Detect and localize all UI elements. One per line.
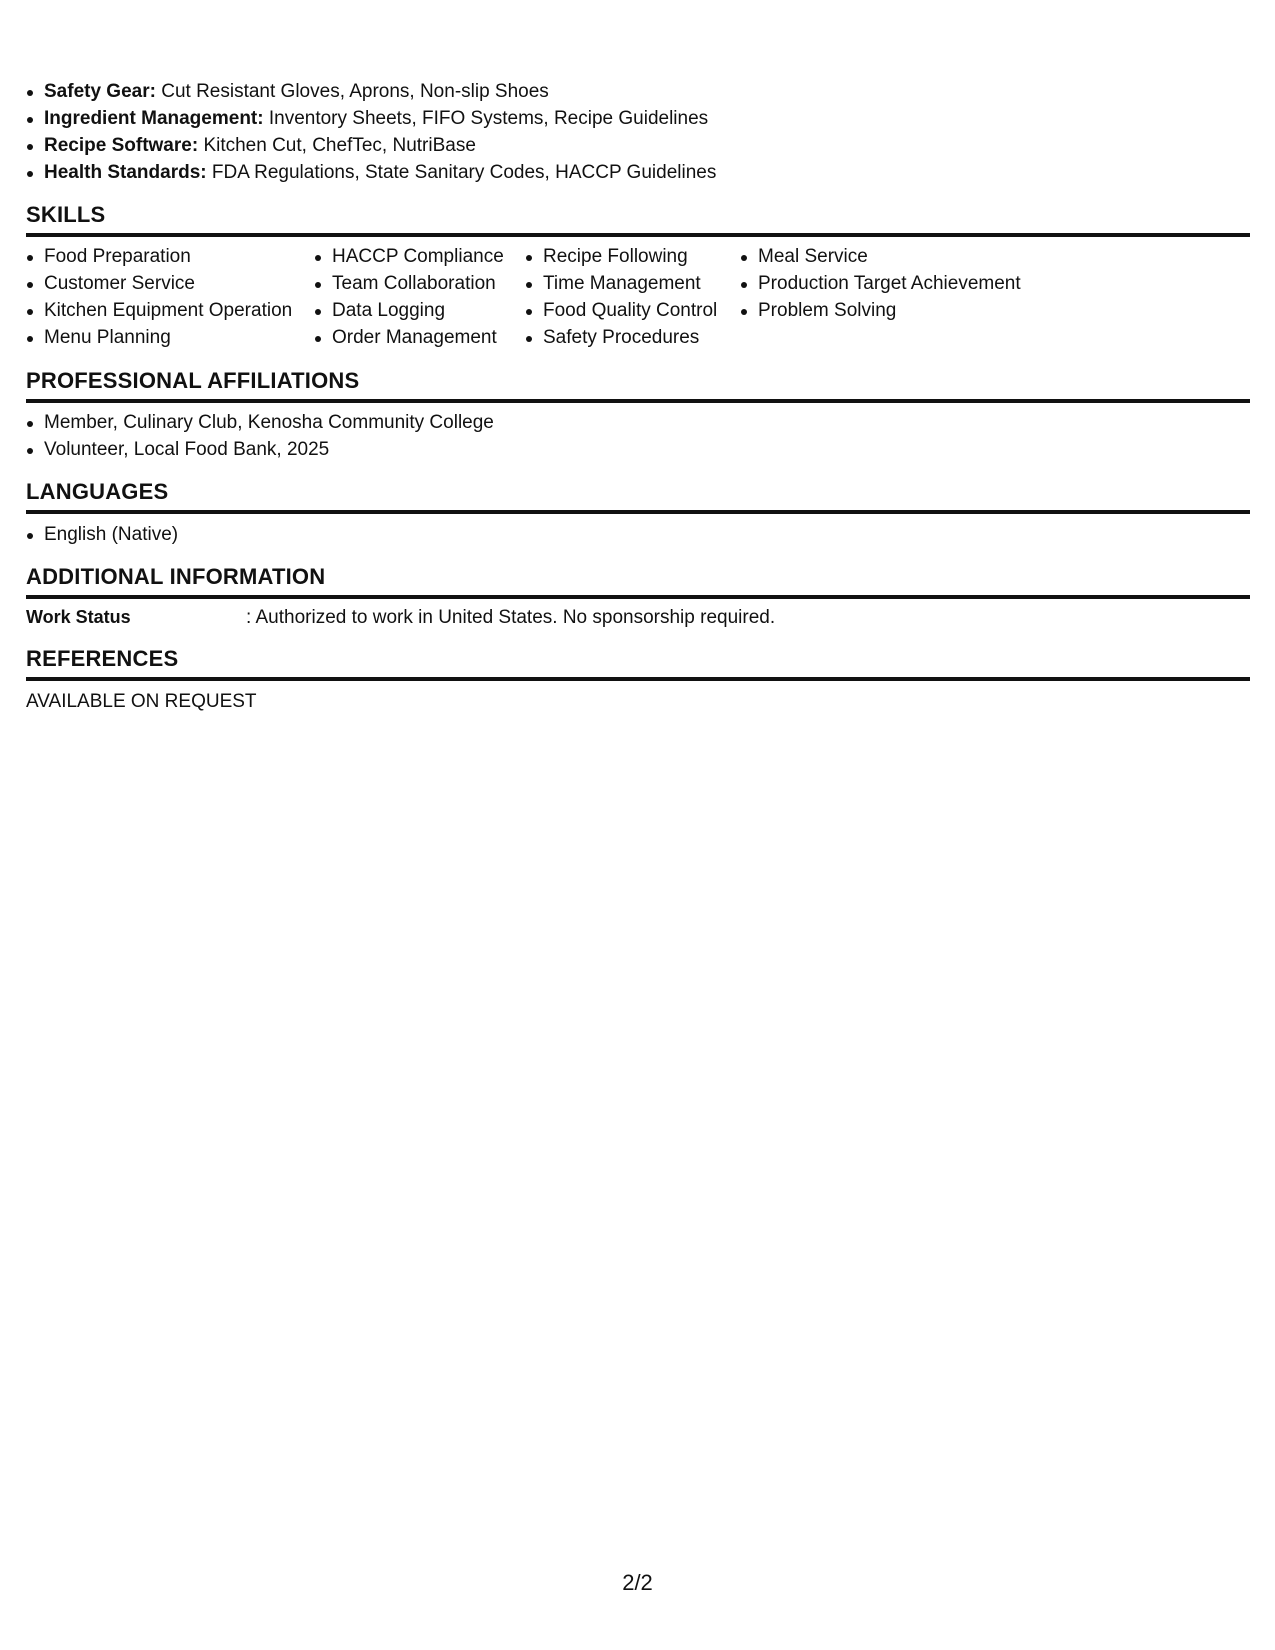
section-title-languages: LANGUAGES — [26, 479, 169, 504]
skill-item: Production Target Achievement — [740, 270, 1021, 297]
references-text: AVAILABLE ON REQUEST — [26, 691, 257, 712]
section-title-skills: SKILLS — [26, 202, 106, 227]
tool-label: Health Standards: — [44, 162, 207, 183]
page-number: 2/2 — [622, 1570, 653, 1595]
list-item — [26, 78, 716, 105]
skill-item: HACCP Compliance — [314, 243, 504, 270]
skill-item: Data Logging — [314, 297, 504, 324]
skill-item: Order Management — [314, 324, 504, 351]
skills-column-1 — [26, 243, 292, 351]
section-divider — [26, 677, 1250, 681]
skill-item: Recipe Following — [525, 243, 717, 270]
tool-label: Safety Gear: — [44, 81, 156, 102]
affiliation-item: Member, Culinary Club, Kenosha Community College — [26, 409, 494, 436]
skill-item: Food Quality Control — [525, 297, 717, 324]
skill-item: Team Collaboration — [314, 270, 504, 297]
section-divider — [26, 510, 1250, 514]
tool-value: Inventory Sheets, FIFO Systems, Recipe Guidelines — [268, 108, 709, 129]
list-item — [26, 132, 716, 159]
section-title-references: REFERENCES — [26, 646, 179, 671]
skills-column-3 — [525, 243, 717, 351]
section-divider — [26, 399, 1250, 403]
languages-list — [26, 521, 178, 548]
skill-item: Problem Solving — [740, 297, 1021, 324]
skill-item: Food Preparation — [26, 243, 292, 270]
tool-label: Ingredient Management: — [44, 108, 264, 129]
tool-value: FDA Regulations, State Sanitary Codes, HACCP Guidelines — [211, 162, 717, 183]
skill-item: Kitchen Equipment Operation — [26, 297, 292, 324]
list-item — [26, 159, 716, 186]
skills-column-4 — [740, 243, 1021, 324]
tools-list — [26, 78, 716, 186]
skill-item: Menu Planning — [26, 324, 292, 351]
tool-value: Cut Resistant Gloves, Aprons, Non-slip Shoes — [161, 81, 549, 102]
skill-item: Safety Procedures — [525, 324, 717, 351]
section-title-additional-information: ADDITIONAL INFORMATION — [26, 564, 326, 589]
tool-label: Recipe Software: — [44, 135, 199, 156]
affiliations-list — [26, 409, 494, 463]
skill-item: Customer Service — [26, 270, 292, 297]
section-divider — [26, 595, 1250, 599]
tool-value: Kitchen Cut, ChefTec, NutriBase — [203, 135, 476, 156]
section-title-affiliations: PROFESSIONAL AFFILIATIONS — [26, 368, 360, 393]
work-status-value: : Authorized to work in United States. No sponsorship required. — [246, 607, 776, 628]
list-item — [26, 105, 716, 132]
section-divider — [26, 233, 1250, 237]
language-item: English (Native) — [26, 521, 178, 548]
work-status-label: Work Status — [26, 607, 131, 627]
skills-column-2 — [314, 243, 504, 351]
skill-item: Meal Service — [740, 243, 1021, 270]
skill-item: Time Management — [525, 270, 717, 297]
affiliation-item: Volunteer, Local Food Bank, 2025 — [26, 436, 494, 463]
